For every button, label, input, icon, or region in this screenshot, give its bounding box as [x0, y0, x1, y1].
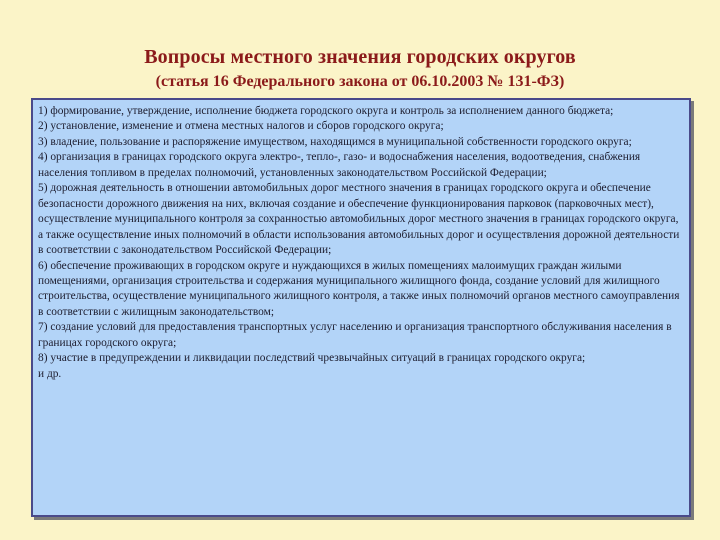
list-item: 7) создание условий для предоставления транспортных услуг населению и организация транспортного обслуживания населения в границах городского округа;	[38, 321, 672, 349]
issues-list	[38, 104, 681, 382]
issues-list-box	[31, 98, 691, 517]
slide-title: Вопросы местного значения городских округов	[144, 46, 576, 68]
list-item: и др.	[38, 367, 62, 380]
list-item: 1) формирование, утверждение, исполнение бюджета городского округа и контроль за исполнением данного бюджета;	[38, 105, 614, 117]
list-item: 8) участие в предупреждении и ликвидации последствий чрезвычайных ситуаций в границах городского округа;	[38, 352, 586, 365]
list-item: 3) владение, пользование и распоряжение имуществом, находящимся в муниципальной собственности городского округа;	[38, 135, 632, 148]
slide-subtitle: (статья 16 Федерального закона от 06.10.2003 № 131-ФЗ)	[155, 73, 565, 90]
list-item: 4) организация в границах городского округа электро-, тепло-, газо- и водоснабжения населения, водоотведения, снабжения населения топливом в пределах полномочий, установленных законодательством Российской Федерации;	[38, 151, 641, 179]
list-item: 5) дорожная деятельность в отношении автомобильных дорог местного значения в границах городского округа и обеспечение безопасности дорожного движения на них, включая создание и обеспечение функционирования парковок (парковочных мест), осуществление муниципального контроля за сохранностью автомобильных дорог местного значения в границах городского округа, а также осуществление иных полномочий в области использования автомобильных дорог и осуществления дорожной деятельности в соответствии с законодательством Российской Федерации;	[38, 182, 680, 257]
list-item: 6) обеспечение проживающих в городском округе и нуждающихся в жилых помещениях малоимущих граждан жилыми помещениями, организация строительства и содержания муниципального жилищного фонда, создание условий для жилищного строительства, осуществление муниципального жилищного контроля, а также иных полномочий органов местного самоуправления в соответствии с жилищным законодательством;	[38, 259, 680, 318]
list-item: 2) установление, изменение и отмена местных налогов и сборов городского округа;	[38, 120, 444, 133]
